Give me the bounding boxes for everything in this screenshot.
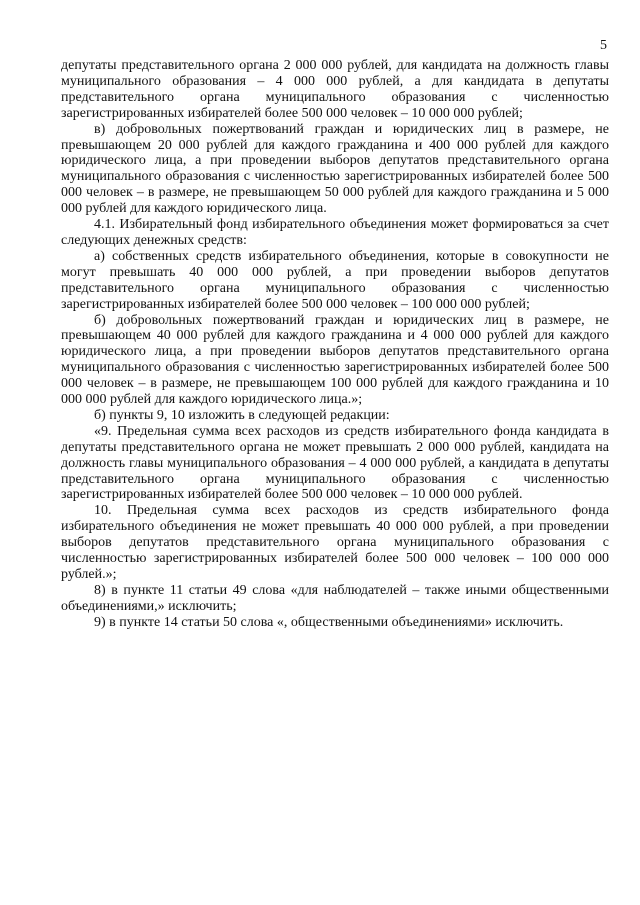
paragraph-point-10: 10. Предельная сумма всех расходов из средств избирательного фонда избирательного объединения не может превышать 40 000 000 рублей, а при проведении выборов депутатов представительного органа муниципального образования с численностью зарегистрированных избирателей более 500 000 человек – 100 000 000 рублей.»; bbox=[61, 503, 609, 582]
paragraph-item-v: в) добровольных пожертвований граждан и юридических лиц в размере, не превышающем 20 000 рублей для каждого гражданина и 400 000 рублей для каждого юридического лица, а при проведении выборов депутатов представительного органа муниципального образования с численностью зарегистрированных избирателей более 500 000 человек – в размере, не превышающем 50 000 рублей для каждого гражданина и 5 000 000 рублей для каждого юридического лица. bbox=[61, 121, 609, 217]
paragraph-continuation: депутаты представительного органа 2 000 000 рублей, для кандидата на должность главы муниципального образования – 4 000 000 рублей, а для кандидата в депутаты представительного органа муниципального образования с численностью зарегистрированных избирателей более 500 000 человек – 10 000 000 рублей; bbox=[61, 58, 609, 121]
paragraph-4-1: 4.1. Избирательный фонд избирательного объединения может формироваться за счет следующих денежных средств: bbox=[61, 217, 609, 248]
paragraph-point-9: «9. Предельная сумма всех расходов из средств избирательного фонда кандидата в депутаты представительного органа не может превышать 2 000 000 рублей, кандидата на должность главы муниципального образования – 4 000 000 рублей, а кандидата в депутаты представительного органа муниципального образования с численностью зарегистрированных избирателей более 500 000 человек – 10 000 000 рублей. bbox=[61, 423, 609, 503]
document-body bbox=[61, 58, 609, 631]
paragraph-amendment-8: 8) в пункте 11 статьи 49 слова «для наблюдателей – также иными общественными объединениями,» исключить; bbox=[61, 582, 609, 614]
paragraph-item-b: б) добровольных пожертвований граждан и юридических лиц в размере, не превышающем 40 000 рублей для каждого гражданина и 4 000 000 рублей для каждого юридического лица, а при проведении выборов депутатов представительного органа муниципального образования с численностью зарегистрированных избирателей более 500 000 человек – в размере, не превышающем 100 000 рублей для каждого гражданина и 10 000 000 рублей для каждого юридического лица.»; bbox=[61, 312, 609, 408]
paragraph-amendment-b: б) пункты 9, 10 изложить в следующей редакции: bbox=[94, 407, 390, 423]
paragraph-item-a: а) собственных средств избирательного объединения, которые в совокупности не могут превышать 40 000 000 рублей, а при проведении выборов депутатов представительного органа муниципального образования с численностью зарегистрированных избирателей более 500 000 человек – 100 000 000 рублей; bbox=[61, 248, 609, 312]
page-number: 5 bbox=[600, 38, 607, 53]
paragraph-amendment-9: 9) в пункте 14 статьи 50 слова «, общественными объединениями» исключить. bbox=[94, 614, 564, 630]
